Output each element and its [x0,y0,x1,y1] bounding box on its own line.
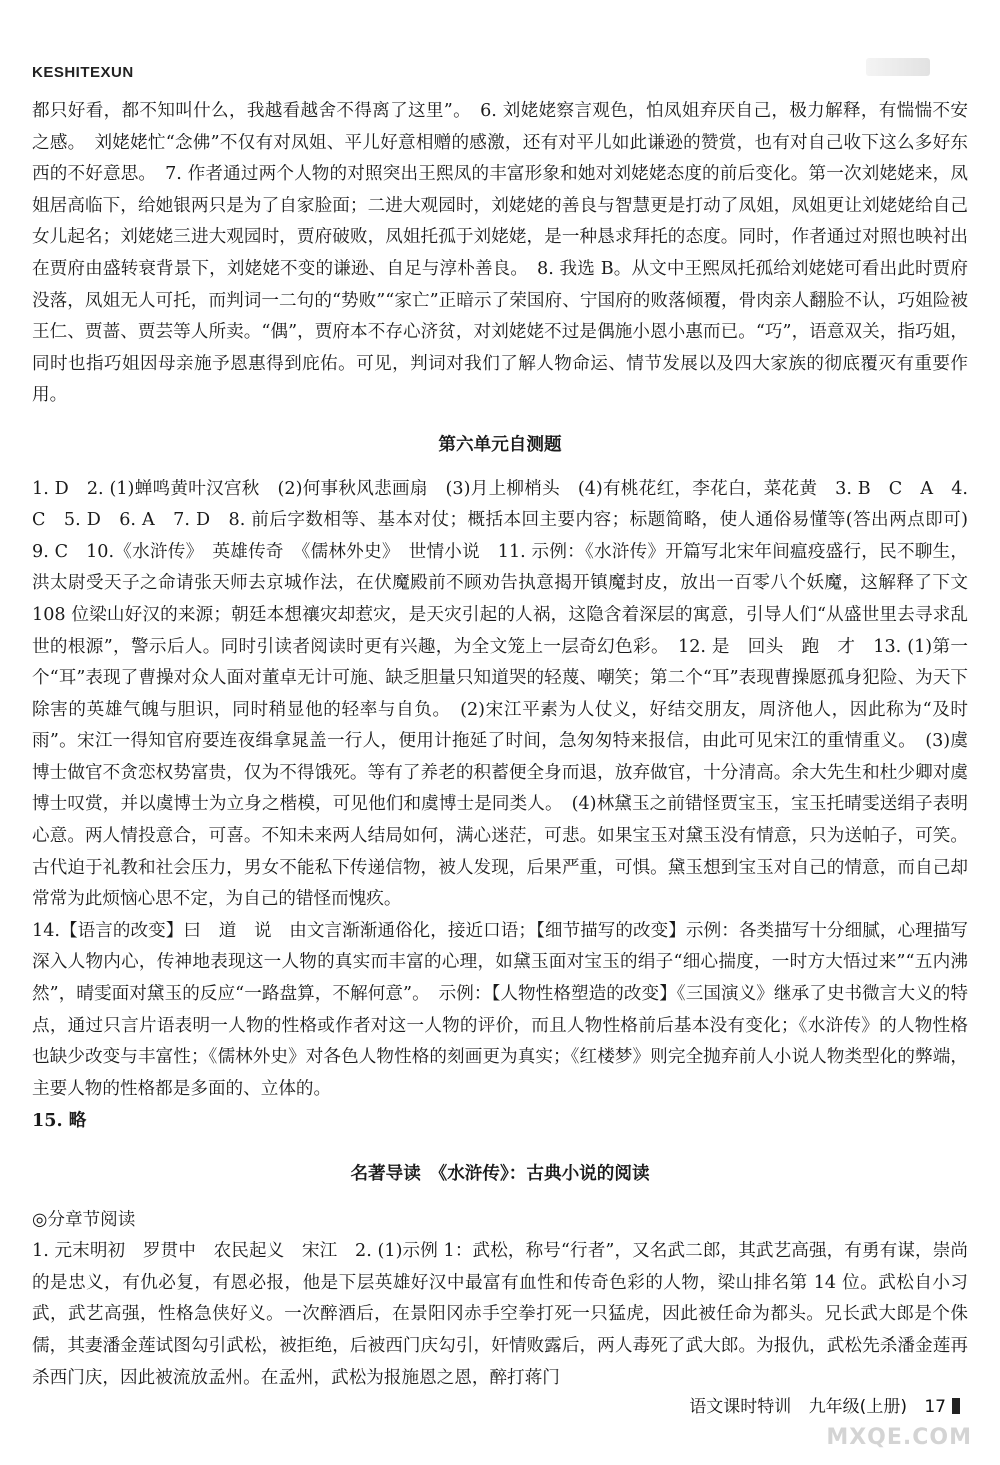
answer-paragraph: 15. 略 [32,1110,87,1132]
chapter-reading-label: ◎分章节阅读 [32,1209,136,1230]
book-title: 语文课时特训 [689,1397,792,1417]
section-title-classic-reading: 名著导读 《水浒传》：古典小说的阅读 [350,1164,650,1184]
section-title-unit6: 第六单元自测题 [438,434,562,455]
answer-paragraph: 1. D 2. (1)蝉鸣黄叶汉宫秋 (2)何事秋风悲画扇 (3)月上柳梢头 (4)有桃花红，李花白，菜花黄 3. B C A 4. C 5. D 6. A 7. D 8. 前后字数相等、基本对仗；概括本回主要内容；标题简略，使人通俗易懂等(答出两点即可) 9. C 10.《水浒传》 英雄传奇 《儒林外史》 世情小说 11. 示例：《水浒传》开篇写北宋年间瘟疫盛行，民不聊生，洪太尉受天子之命请张天师去京城作法，在伏魔殿前不顾劝告执意揭开镇魔封皮，放出一百零八个妖魔，这解释了下文 108 位梁山好汉的来源；朝廷本想禳灾却惹灾，是天灾引起的人祸，这隐含着深层的寓意，引导人们“从盛世里去寻求乱世的根源”，警示后人。同时引读者阅读时更有兴趣，为全文笼上一层奇幻色彩。 12. 是 回头 跑 才 13. (1)第一个“耳”表现了曹操对众人面对董卓无计可施、缺乏胆量只知道哭的轻蔑、嘲笑；第二个“耳”表现曹操愿孤身犯险、为天下除害的英雄气魄与胆识，同时稍显他的轻率与自负。 (2)宋江平素为人仗义，好结交朋友，周济他人，因此称为“及时雨”。宋江一得知官府要连夜缉拿晁盖一行人，便用计拖延了时间，急匆匆特来报信，由此可见宋江的重情重义。 (3)虞博士做官不贪恋权势富贵，仅为不得饿死。等有了养老的积蓄便全身而退，放弃做官，十分清高。余大先生和杜少卿对虞博士叹赏，并以虞博士为立身之楷模，可见他们和虞博士是同类人。 (4)林黛玉之前错怪贾宝玉，宝玉托晴雯送绢子表明心意。两人情投意合，可喜。不知未来两人结局如何，满心迷茫，可悲。如果宝玉对黛玉没有情意，只为送帕子，可笑。古代迫于礼教和社会压力，男女不能私下传递信物，被人发现，后果严重，可惧。黛玉想到宝玉对自己的情意，而自己却常常为此烦恼心思不定，为自己的错怪而愧疚。 [32,478,986,910]
answer-paragraph: 14.【语言的改变】曰 道 说 由文言渐渐通俗化，接近口语；【细节描写的改变】示例：各类描写十分细腻，心理描写深入人物内心，传神地表现这一人物的真实而丰富的心理，如黛玉面对宝玉的绢子“细心揣度，一时方大悟过来”“五内沸然”，晴雯面对黛玉的反应“一路盘算，不解何意”。 示例：【人物性格塑造的改变】《三国演义》继承了史书微言大义的特点，通过只言片语表明一人物的性格或作者对这一人物的评价，而且人物性格前后基本没有变化；《水浒传》的人物性格也缺少改变与丰富性；《儒林外史》对各色人物性格的刻画更为真实；《红楼梦》则完全抛弃前人小说人物类型化的弊端，主要人物的性格都是多面的、立体的。 [32,920,968,1099]
page-footer [677,1392,960,1417]
page-mark-icon [952,1398,960,1414]
page-number: 17 [924,1397,946,1417]
watermark-text: MXQE.COM [826,1425,972,1450]
brand-header: KESHITEXUN [32,64,134,81]
grade-label: 九年级(上册) [808,1397,907,1417]
continuation-paragraph: 都只好看，都不知叫什么，我越看越舍不得离了这里”。 6. 刘姥姥察言观色，怕凤姐弃厌自己，极力解释，有惴惴不安之感。 刘姥姥忙“念佛”不仅有对凤姐、平儿好意相赠的感激，还有对平儿如此谦逊的赞赏，也有对自己收下这么多好东西的不好意思。 7. 作者通过两个人物的对照突出王熙凤的丰富形象和她对刘姥姥态度的前后变化。第一次刘姥姥来，凤姐居高临下，给她银两只是为了自家脸面；二进大观园时，刘姥姥的善良与智慧更是打动了凤姐，凤姐更让刘姥姥给自己女儿起名；刘姥姥三进大观园时，贾府破败，凤姐托孤于刘姥姥，是一种恳求拜托的态度。同时，作者通过对照也映衬出在贾府由盛转衰背景下，刘姥姥不变的谦逊、自足与淳朴善良。 8. 我选 B。从文中王熙凤托孤给刘姥姥可看出此时贾府没落，凤姐无人可托，而判词一二句的“势败”“家亡”正暗示了荣国府、宁国府的败落倾覆，骨肉亲人翻脸不认，巧姐险被王仁、贾蔷、贾芸等人所卖。“偶”，贾府本不存心济贫，对刘姥姥不过是偶施小恩小惠而已。“巧”，语意双关，指巧姐，同时也指巧姐因母亲施予恩惠得到庇佑。可见，判词对我们了解人物命运、情节发展以及四大家族的彻底覆灭有重要作用。 [32,101,968,406]
answer-paragraph: 1. 元末明初 罗贯中 农民起义 宋江 2. (1)示例 1：武松，称号“行者”，又名武二郎，其武艺高强，有勇有谋，崇尚的是忠义，有仇必复，有恩必报，他是下层英雄好汉中最富有血性和传奇色彩的人物，梁山排名第 14 位。武松自小习武，武艺高强，性格急侠好义。一次醉酒后，在景阳冈赤手空拳打死一只猛虎，因此被任命为都头。兄长武大郎是个侏儒，其妻潘金莲试图勾引武松，被拒绝，后被西门庆勾引，奸情败露后，两人毒死了武大郎。为报仇，武松先杀潘金莲再杀西门庆，因此被流放孟州。在孟州，武松为报施恩之恩，醉打蒋门 [32,1241,968,1388]
page-content [32,96,986,1394]
corner-decoration [866,58,930,76]
